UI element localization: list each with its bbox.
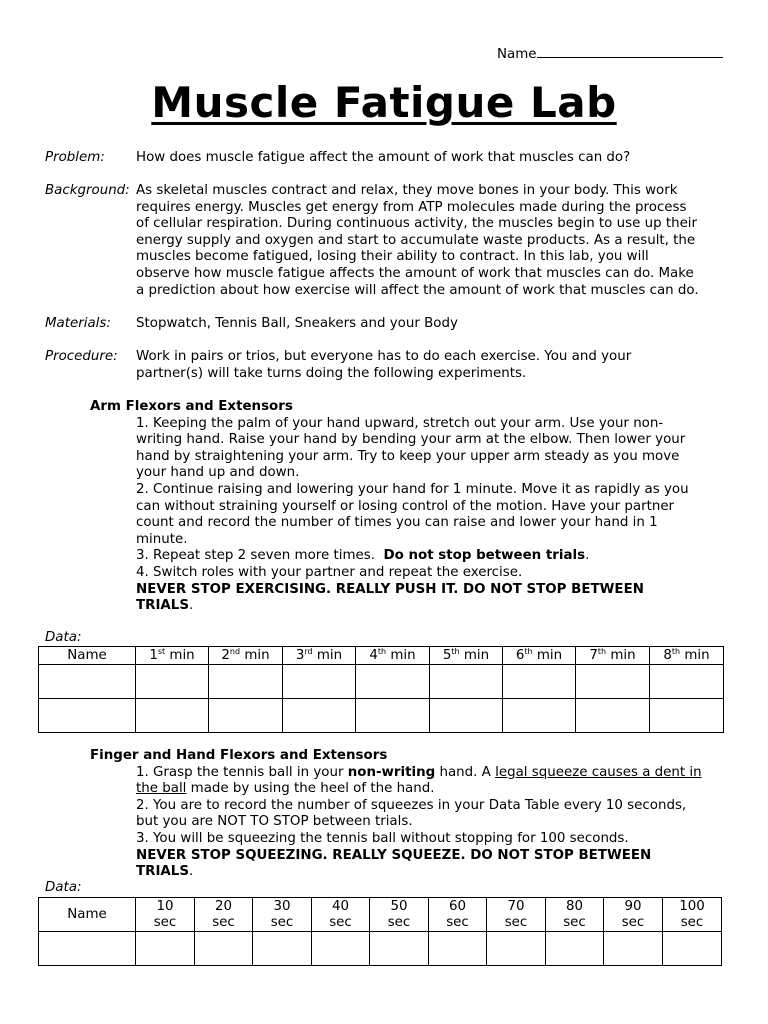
arm-step-3: 3. Repeat step 2 seven more times. Do not stop between trials.	[136, 548, 590, 564]
table-header-min-5: 5th min	[430, 647, 503, 665]
table-header-sec-20: 20 sec	[195, 898, 253, 932]
data-label-2: Data:	[45, 880, 82, 895]
materials-section	[45, 316, 725, 333]
table-row	[39, 699, 724, 733]
arm-heading: Arm Flexors and Extensors	[90, 399, 293, 414]
materials-text: Stopwatch, Tennis Ball, Sneakers and your Body	[136, 316, 458, 331]
finger-section	[90, 748, 730, 881]
arm-step-1: 1. Keeping the palm of your hand upward, stretch out your arm. Use your non- writing hand. Raise your hand by bending your arm at the elbow. Then lower your hand by straightening your arm. Try to keep your upper arm steady as you move your hand up and down.	[136, 415, 686, 481]
table-row	[39, 932, 722, 966]
table-header-min-4: 4th min	[356, 647, 430, 665]
finger-step-2: 2. You are to record the number of squeezes in your Data Table every 10 seconds, but you are NOT TO STOP between trials.	[136, 797, 687, 830]
table-header-name: Name	[39, 898, 136, 932]
arm-step-2: 2. Continue raising and lowering your hand for 1 minute. Move it as rapidly as you can without straining yourself or losing control of the motion. Have your partner count and record the number of times you can raise and lower your hand in 1 minute.	[136, 481, 689, 547]
table-header-sec-80: 80 sec	[546, 898, 604, 932]
table-header-sec-40: 40 sec	[312, 898, 370, 932]
table-header-min-7: 7th min	[576, 647, 650, 665]
table-header-min-1: 1st min	[136, 647, 209, 665]
procedure-text: Work in pairs or trios, but everyone has to do each exercise. You and your partner(s) will take turns doing the following experiments.	[136, 349, 632, 381]
materials-label: Materials:	[45, 316, 111, 331]
background-label: Background:	[45, 183, 130, 198]
table-header-sec-30: 30 sec	[253, 898, 312, 932]
arm-step-4: 4. Switch roles with your partner and repeat the exercise.	[136, 564, 523, 580]
data-label-1: Data:	[45, 630, 82, 645]
finger-step-1: 1. Grasp the tennis ball in your non-writing hand. A legal squeeze causes a dent in the ball made by using the heel of the hand.	[136, 764, 702, 797]
table-header-name: Name	[39, 647, 136, 665]
finger-step-3: 3. You will be squeezing the tennis ball without stopping for 100 seconds.	[136, 830, 629, 846]
table-row	[39, 665, 724, 699]
table-header-min-2: 2nd min	[209, 647, 283, 665]
name-field	[497, 44, 723, 62]
finger-warning: NEVER STOP SQUEEZING. REALLY SQUEEZE. DO NOT STOP BETWEEN TRIALS.	[136, 847, 652, 880]
problem-text: How does muscle fatigue affect the amount of work that muscles can do?	[136, 150, 631, 165]
arm-steps	[90, 416, 730, 615]
arm-warning: NEVER STOP EXERCISING. REALLY PUSH IT. DO NOT STOP BETWEEN TRIALS.	[136, 581, 644, 614]
procedure-label: Procedure:	[45, 349, 118, 364]
arm-table-header-row	[39, 647, 724, 665]
arm-section	[90, 399, 730, 615]
table-header-sec-100: 100 sec	[663, 898, 722, 932]
table-header-sec-10: 10 sec	[136, 898, 195, 932]
problem-label: Problem:	[45, 150, 105, 165]
table-header-min-6: 6th min	[503, 647, 576, 665]
finger-data-table	[38, 897, 722, 966]
background-text: As skeletal muscles contract and relax, they move bones in your body. This work requires energy. Muscles get energy from ATP molecules made during the process of cellular respiration. During continuous activity, the muscles begin to use up their energy supply and oxygen and start to accumulate waste products. As a result, the muscles become fatigued, losing their ability to contract. In this lab, you will observe how muscle fatigue affects the amount of work that muscles can do. Make a prediction about how exercise will affect the amount of work that muscles can do.	[136, 183, 699, 298]
name-label: Name	[497, 47, 537, 62]
finger-table-header-row	[39, 898, 722, 932]
arm-data-table	[38, 646, 724, 733]
table-header-min-3: 3rd min	[283, 647, 356, 665]
finger-steps	[90, 765, 730, 881]
finger-heading: Finger and Hand Flexors and Extensors	[90, 748, 388, 763]
table-header-min-8: 8th min	[650, 647, 724, 665]
problem-section	[45, 150, 725, 167]
background-section	[45, 183, 725, 299]
table-header-sec-70: 70 sec	[487, 898, 546, 932]
table-header-sec-50: 50 sec	[370, 898, 429, 932]
page-title: Muscle Fatigue Lab	[151, 78, 617, 127]
procedure-section	[45, 349, 725, 382]
table-header-sec-90: 90 sec	[604, 898, 663, 932]
table-header-sec-60: 60 sec	[429, 898, 487, 932]
name-blank-line	[537, 44, 723, 58]
